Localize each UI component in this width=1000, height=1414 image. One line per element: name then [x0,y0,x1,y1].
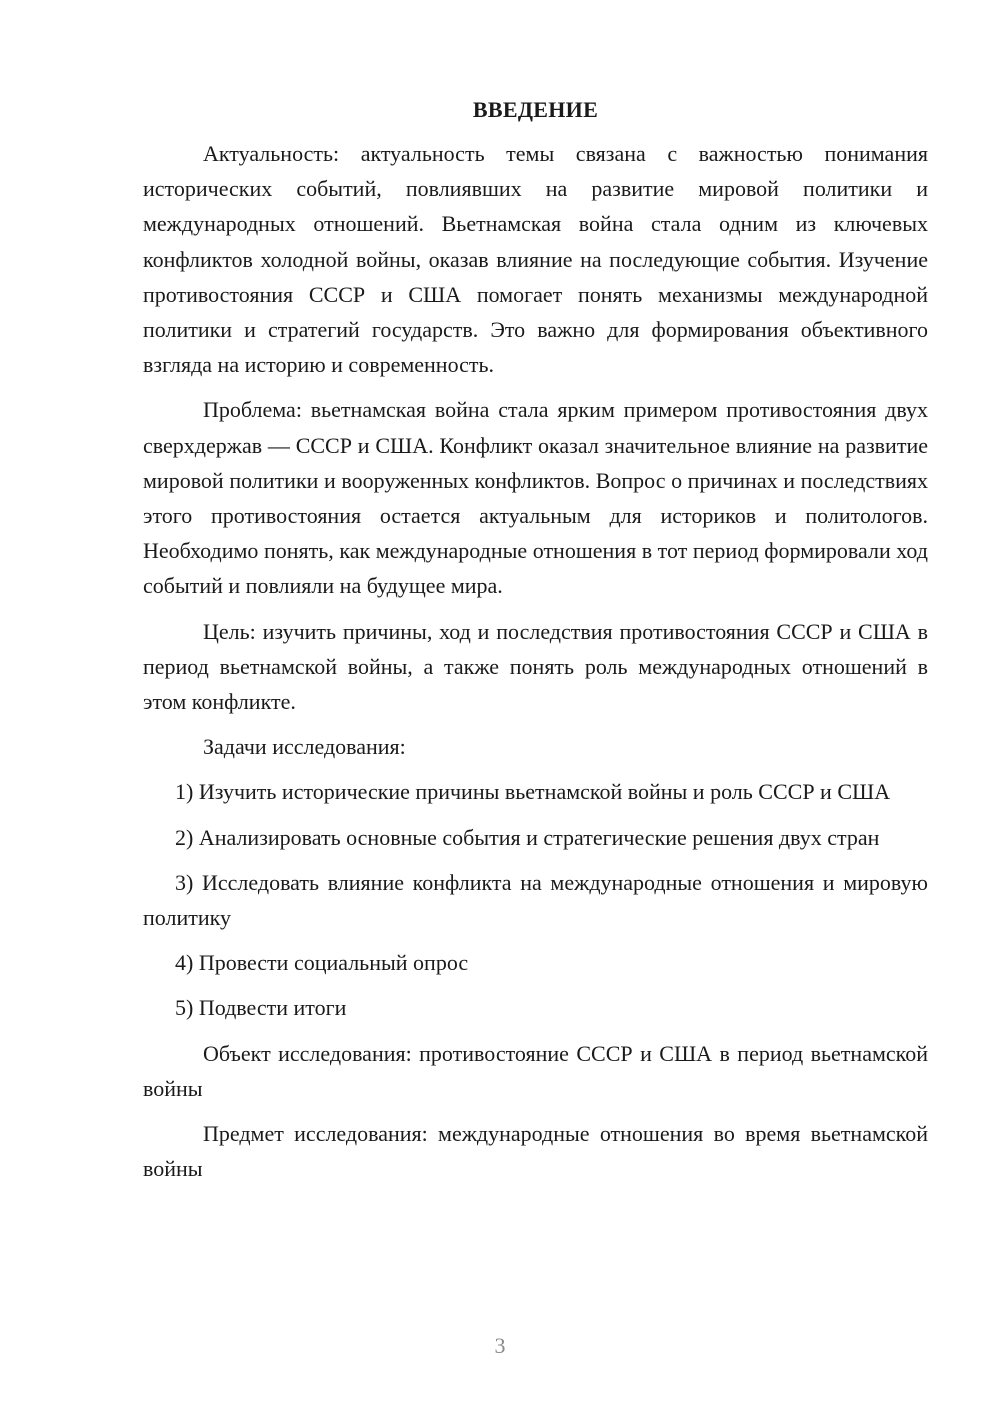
task-item-4: 4) Провести социальный опрос [175,950,469,976]
paragraph-problem: Проблема: вьетнамская война стала ярким примером противостояния двух сверхдержав — СССР и США. Конфликт оказал значительное влияние на развитие мировой политики и вооруженных конфликтов. Вопрос о причинах и последствиях этого противостояния остается актуальным для историков и политологов. Необходимо понять, как международные отношения в тот период формировали ход событий и повлияли на будущее мира. [143,397,928,599]
paragraph-tasks-heading: Задачи исследования: [203,734,406,760]
section-title: ВВЕДЕНИЕ [472,97,599,122]
paragraph-goal: Цель: изучить причины, ход и последствия противостояния СССР и США в период вьетнамской войны, а также понять роль международных отношений в этом конфликте. [143,618,928,715]
page-number: 3 [494,1333,506,1358]
paragraph-object: Объект исследования: противостояние СССР и США в период вьетнамской войны [143,1040,928,1101]
task-item-3: 3) Исследовать влияние конфликта на международные отношения и мировую политику [143,869,928,931]
paragraph-relevance: Актуальность: актуальность темы связана с важностью понимания исторических событий, повлиявших на развитие мировой политики и международных отношений. Вьетнамская война стала одним из ключевых конфликтов холодной войны, оказав влияние на последующие события. Изучение противостояния СССР и США помогает понять механизмы международной политики и стратегий государств. Это важно для формирования объективного взгляда на историю и современность. [143,141,928,378]
task-item-1: 1) Изучить исторические причины вьетнамской войны и роль СССР и США [175,779,891,805]
task-item-2: 2) Анализировать основные события и стратегические решения двух стран [175,824,880,850]
document-page [143,92,928,1196]
task-item-5: 5) Подвести итоги [175,995,347,1021]
paragraph-subject: Предмет исследования: международные отношения во время вьетнамской войны [143,1121,928,1182]
